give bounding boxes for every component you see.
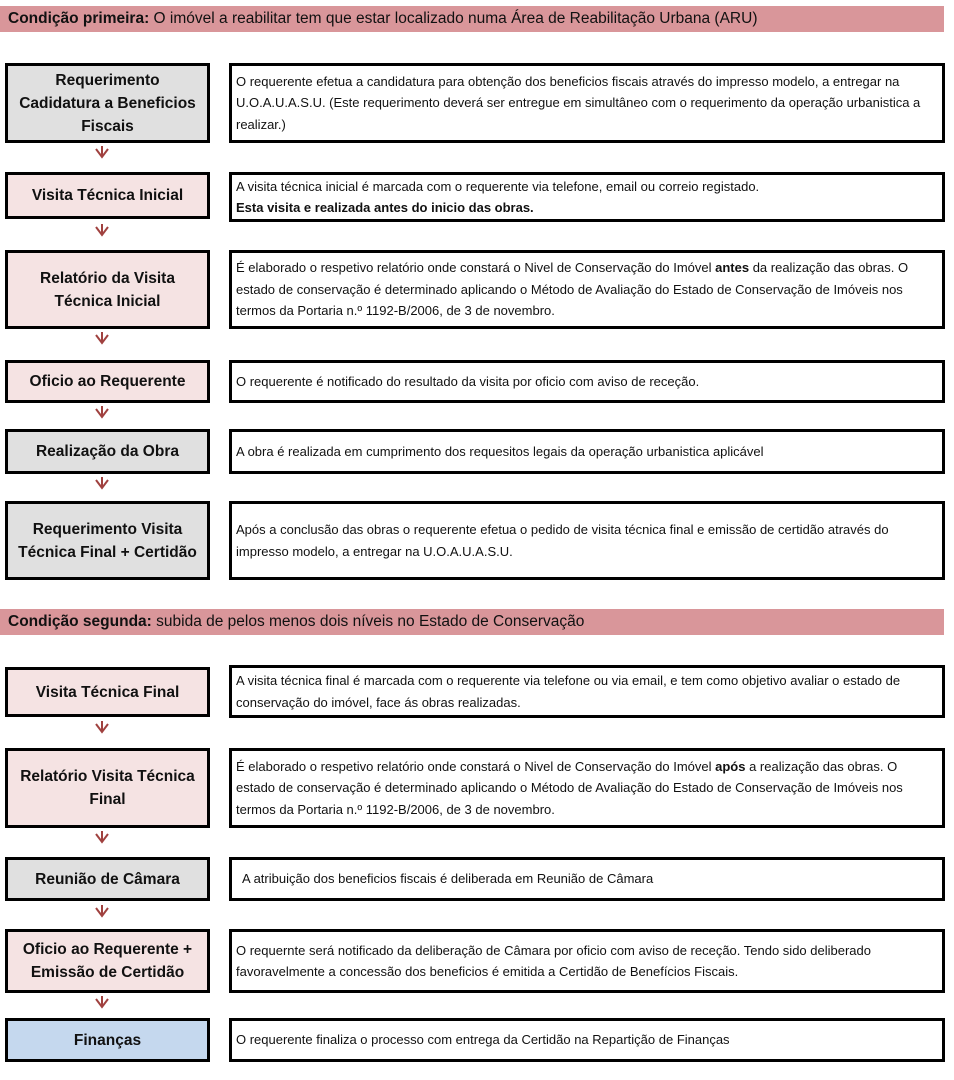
step-title: Relatório Visita Técnica Final (20, 768, 195, 808)
step-description (229, 857, 945, 901)
description-text: A visita técnica final é marcada com o requerente via telefone ou via email, e tem como objetivo avaliar o estado de conservação do imóvel, face ás obras realizadas. (236, 673, 901, 710)
step-description (229, 1018, 945, 1062)
condition-label: Condição primeira: (8, 10, 150, 27)
down-arrow-icon (94, 905, 110, 919)
step-visita-tecnica-final (5, 667, 210, 717)
condition-label: Condição segunda: (8, 613, 152, 630)
description-bold-text: após (715, 758, 746, 774)
description-text: O requerente é notificado do resultado da visita por oficio com aviso de receção. (236, 373, 700, 389)
step-financas (5, 1018, 210, 1062)
description-text: A obra é realizada em cumprimento dos requesitos legais da operação urbanistica aplicável (236, 443, 764, 459)
description-text: O requerente efetua a candidatura para obtenção dos beneficios fiscais através do impresso modelo, a entregar na U.O.A.U.A.S.U. (Este requerimento deverá ser entregue em simultâneo com o requerimento da operação urbanistica a realizar.) (236, 73, 921, 132)
description-text: A atribuição dos beneficios fiscais é deliberada em Reunião de Câmara (242, 871, 654, 887)
step-relatorio-visita-inicial (5, 250, 210, 329)
step-title: Reunião de Câmara (35, 870, 180, 888)
step-title: Visita Técnica Final (35, 683, 180, 701)
down-arrow-icon (94, 332, 110, 346)
step-description (229, 501, 945, 580)
step-description (229, 429, 945, 474)
step-title: Oficio ao Requerente (29, 373, 186, 390)
step-description (229, 665, 945, 718)
step-description (229, 63, 945, 143)
step-relatorio-visita-final (5, 748, 210, 828)
step-requerimento-visita-final (5, 501, 210, 580)
step-reuniao-camara (5, 857, 210, 901)
condition-primeira-bar (0, 6, 944, 32)
description-bold-text: antes (715, 260, 750, 276)
down-arrow-icon (94, 996, 110, 1010)
description-text: a realização das obras. O estado de conservação é determinado aplicando o Método de Avaliação do Estado de Conservação de Imóveis nos termos da Portaria n.º 1192-B/2006, de 3 de novembro. (236, 758, 903, 817)
step-title: Visita Técnica Inicial (31, 187, 184, 204)
down-arrow-icon (94, 224, 110, 238)
condition-text: O imóvel a reabilitar tem que estar localizado numa Área de Reabilitação Urbana (ARU) (149, 10, 758, 27)
down-arrow-icon (94, 146, 110, 160)
step-oficio-requerente (5, 360, 210, 403)
down-arrow-icon (94, 831, 110, 845)
down-arrow-icon (94, 721, 110, 735)
description-bold-text: Esta visita e realizada antes do inicio das obras. (236, 200, 534, 215)
description-text: O requerente finaliza o processo com entrega da Certidão na Repartição de Finanças (236, 1032, 730, 1048)
step-visita-tecnica-inicial (5, 172, 210, 219)
description-text: da realização das obras. O estado de conservação é determinado aplicando o Método de Avaliação do Estado de Conservação de Imóveis nos termos da Portaria n.º 1192-B/2006, de 3 de novembro. (236, 260, 909, 319)
condition-text: subida de pelos menos dois níveis no Estado de Conservação (151, 613, 585, 630)
step-title: Relatório da Visita Técnica Inicial (40, 269, 175, 310)
description-text: É elaborado o respetivo relatório onde constará o Nivel de Conservação do Imóvel (236, 260, 716, 276)
step-description (229, 748, 945, 828)
step-description (229, 172, 945, 222)
description-text: Após a conclusão das obras o requerente efetua o pedido de visita técnica final e emissão de certidão através do impresso modelo, a entregar na U.O.A.U.A.S.U. (236, 522, 889, 559)
step-realizacao-obra (5, 429, 210, 474)
step-title: Requerimento Cadidatura a Beneficios Fiscais (19, 71, 196, 135)
down-arrow-icon (94, 406, 110, 420)
step-oficio-emissao-certidao (5, 929, 210, 993)
description-text: O requernte será notificado da deliberação de Câmara por oficio com aviso de receção. Tendo sido deliberado favoravelmente a concessão dos beneficios é emitida a Certidão de Benefícios Fiscais. (236, 942, 871, 979)
step-title: Realização da Obra (35, 443, 179, 460)
step-title: Finanças (73, 1031, 142, 1049)
step-description (229, 929, 945, 993)
step-description (229, 360, 945, 403)
description-text: A visita técnica inicial é marcada com o requerente via telefone, email ou correio registado. (236, 178, 760, 194)
step-title: Requerimento Visita Técnica Final + Certidão (18, 520, 197, 561)
step-title: Oficio ao Requerente + Emissão de Certidão (22, 941, 193, 981)
description-text: É elaborado o respetivo relatório onde constará o Nivel de Conservação do Imóvel (236, 758, 716, 774)
condition-segunda-bar (0, 609, 944, 635)
step-description (229, 250, 945, 329)
step-requerimento-candidatura (5, 63, 210, 143)
down-arrow-icon (94, 477, 110, 491)
